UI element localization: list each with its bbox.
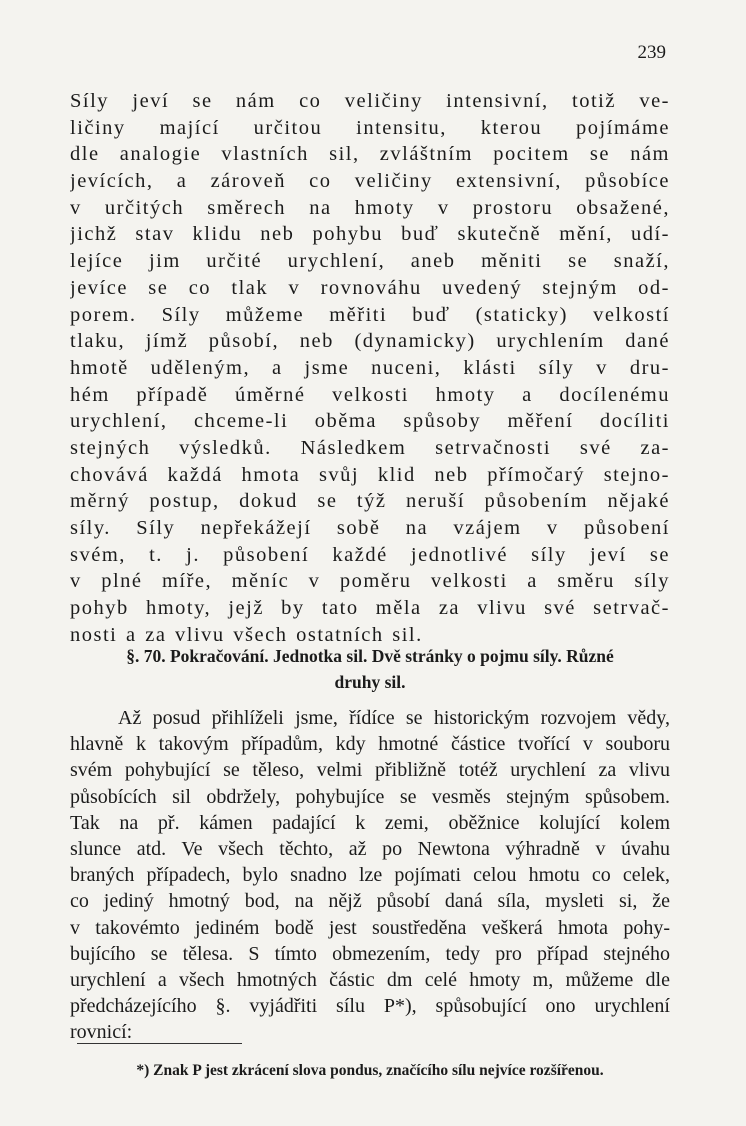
text-line: porem. Síly můžeme měřiti buď (staticky) velkostí [70,303,670,326]
text-line: urychlení a všech hmotných částic dm celé hmoty m, můžeme dle [70,968,670,991]
text-line: braných případech, bylo snadno lze pojímati celou hmotu co celek, [70,864,670,887]
text-line: jichž stav klidu neb pohybu buď skutečně mění, udí- [70,223,670,246]
text-line: Síly jeví se nám co veličiny intensivní, totiž ve- [70,90,670,112]
section-heading-line: druhy sil. [334,672,406,692]
text-line: stejných výsledků. Následkem setrvačnosti své za- [70,436,670,459]
footnote: *) Znak P jest zkrácení slova pondus, značícího sílu nejvíce rozšířenou. [136,1062,604,1079]
text-line: působících sil obdržely, pohybujíce se vesměs stejným spůsobem. [70,785,670,808]
text-line: tlaku, jímž působí, neb (dynamicky) urychlením dané [70,330,670,353]
text-line: jevíce se co tlak v rovnováhu uvedený stejným od- [70,276,670,299]
footnote-divider [77,1043,242,1044]
text-line: síly. Síly nepřekážejí sobě na vzájem v působení [70,517,670,539]
text-line: lejíce jim určité urychlení, aneb měniti se snaží, [70,250,670,273]
text-line: rovnicí: [70,1021,133,1044]
text-line: ličiny mající určitou intensitu, kterou pojímáme [70,116,670,139]
text-line: dle analogie vlastních sil, zvláštním pocitem se nám [70,143,670,166]
text-line: měrný postup, dokud se týž neruší působením nějaké [70,490,670,513]
section-heading [70,643,670,695]
paragraph-intensive-extensive [70,88,670,648]
section-heading-line: §. 70. Pokračování. Jednotka sil. Dvě stránky o pojmu síly. Různé [126,646,614,666]
text-line: svém pohybující se těleso, velmi přibližně totéž urychlení za vlivu [70,759,670,782]
text-line: v plné míře, měníc v poměru velkosti a směru síly [70,570,670,593]
text-line: hém případě úměrné velkosti hmoty a docílenému [70,383,670,406]
text-line: Tak na př. kámen padající k zemi, oběžnice kolující kolem [70,811,670,834]
text-line: chovává každá hmota svůj klid neb přímočarý stejno- [70,463,670,486]
page-number: 239 [637,42,666,63]
text-line: v takovémto jediném bodě jest soustředěna veškerá hmota pohy- [70,916,670,939]
text-line: předcházejícího §. vyjádřiti sílu P*), spůsobující ono urychlení [70,995,670,1018]
text-line: hmotě uděleným, a jsme nuceni, klásti síly v dru- [70,356,670,379]
text-line: Až posud přihlíželi jsme, řídíce se historickým rozvojem vědy, [118,707,670,729]
text-line: slunce atd. Ve všech těchto, až po Newtona výhradně v úvahu [70,837,670,860]
text-line: pohyb hmoty, jejž by tato měla za vlivu své setrvač- [70,597,670,620]
paragraph-historical [70,705,670,1045]
text-line: v určitých směrech na hmoty v prostoru obsažené, [70,196,670,219]
text-line: nosti a za vlivu všech ostatních sil. [70,623,423,646]
text-line: svém, t. j. působení každé jednotlivé síly jeví se [70,543,670,566]
text-line: hlavně k takovým případům, kdy hmotné částice tvořící v souboru [70,733,670,756]
text-line: urychlení, chceme-li oběma spůsoby měření docíliti [70,410,670,433]
text-line: bujícího se tělesa. S tímto obmezením, tedy pro případ stejného [70,942,670,965]
text-line: co jediný hmotný bod, na nějž působí daná síla, mysleti si, že [70,890,670,913]
text-line: jevících, a zároveň co veličiny extensivní, působíce [70,170,670,193]
